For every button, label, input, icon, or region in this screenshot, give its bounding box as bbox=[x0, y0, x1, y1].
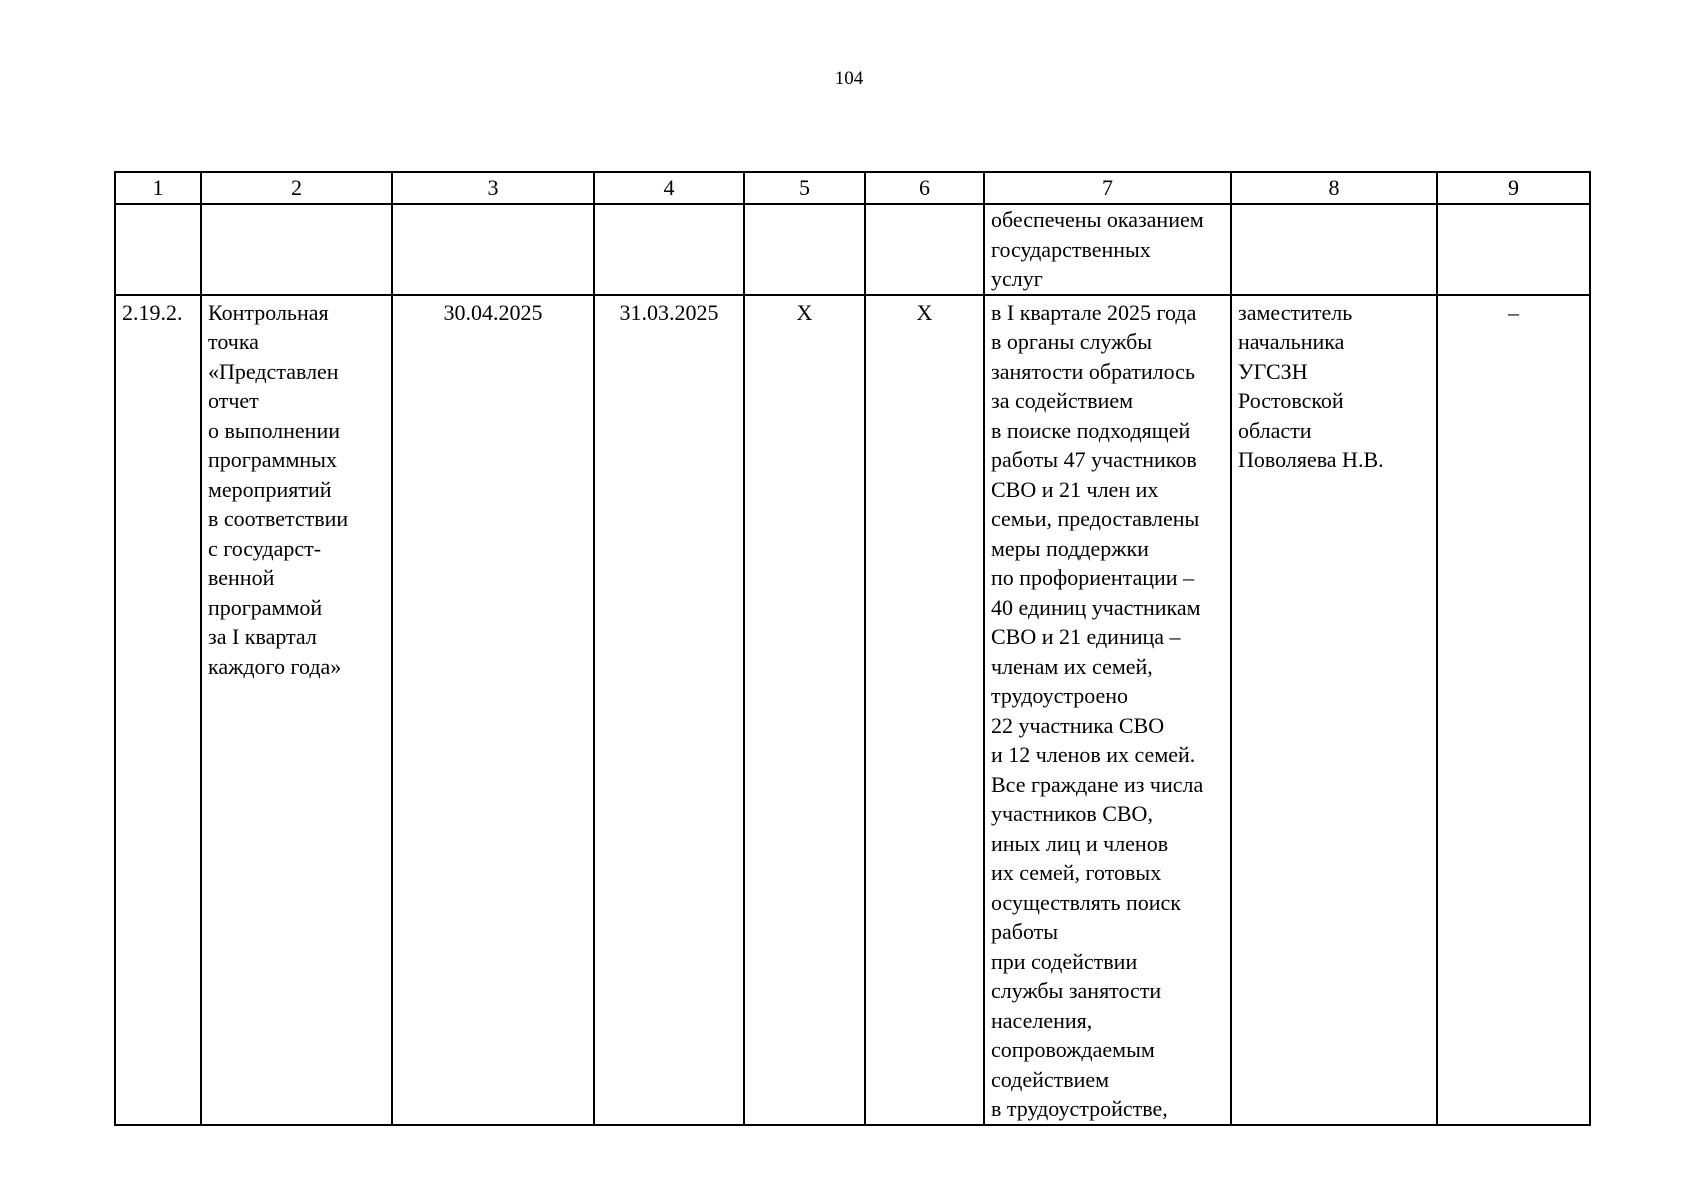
table-row bbox=[115, 295, 1590, 1125]
continuation-result-cell: обеспечены оказанием государственных услуг bbox=[984, 204, 1231, 295]
column-number-header-row bbox=[115, 172, 1590, 204]
column-9-value-cell: – bbox=[1437, 295, 1590, 1125]
column-header-6: 6 bbox=[865, 172, 984, 204]
column-header-8: 8 bbox=[1231, 172, 1437, 204]
result-description-cell: в I квартале 2025 года в органы службы занятости обратилось за содействием в поиске подходящей работы 47 участников СВО и 21 член их семьи, предоставлены меры поддержки по профориентации – 40 единиц участникам СВО и 21 единица – членам их семей, трудоустроено 22 участника СВО и 12 членов их семей. Все граждане из числа участников СВО, иных лиц и членов их семей, готовых осуществлять поиск работы при содействии службы занятости населения, сопровождаемым содействием в трудоустройстве, bbox=[984, 295, 1231, 1125]
control-points-table bbox=[114, 171, 1591, 1126]
actual-date-cell: 31.03.2025 bbox=[594, 295, 744, 1125]
row-number-cell: 2.19.2. bbox=[115, 295, 201, 1125]
continuation-cell-5 bbox=[744, 204, 865, 295]
continuation-cell-1 bbox=[115, 204, 201, 295]
column-header-7: 7 bbox=[984, 172, 1231, 204]
continuation-cell-6 bbox=[865, 204, 984, 295]
responsible-person-cell: заместитель начальника УГСЗН Ростовской области Поволяева Н.В. bbox=[1231, 295, 1437, 1125]
column-header-1: 1 bbox=[115, 172, 201, 204]
column-header-4: 4 bbox=[594, 172, 744, 204]
column-6-value-cell: Х bbox=[865, 295, 984, 1125]
column-5-value-cell: Х bbox=[744, 295, 865, 1125]
continuation-cell-4 bbox=[594, 204, 744, 295]
continuation-cell-3 bbox=[392, 204, 594, 295]
control-point-title-cell: Контрольная точка «Представлен отчет о выполнении программных мероприятий в соответствии с государст- венной программой за I квартал каждого года» bbox=[201, 295, 392, 1125]
continuation-cell-9 bbox=[1437, 204, 1590, 295]
planned-date-cell: 30.04.2025 bbox=[392, 295, 594, 1125]
continuation-cell-2 bbox=[201, 204, 392, 295]
column-header-3: 3 bbox=[392, 172, 594, 204]
column-header-2: 2 bbox=[201, 172, 392, 204]
continuation-cell-8 bbox=[1231, 204, 1437, 295]
page-number: 104 bbox=[834, 68, 864, 89]
column-header-9: 9 bbox=[1437, 172, 1590, 204]
continuation-row bbox=[115, 204, 1590, 295]
column-header-5: 5 bbox=[744, 172, 865, 204]
